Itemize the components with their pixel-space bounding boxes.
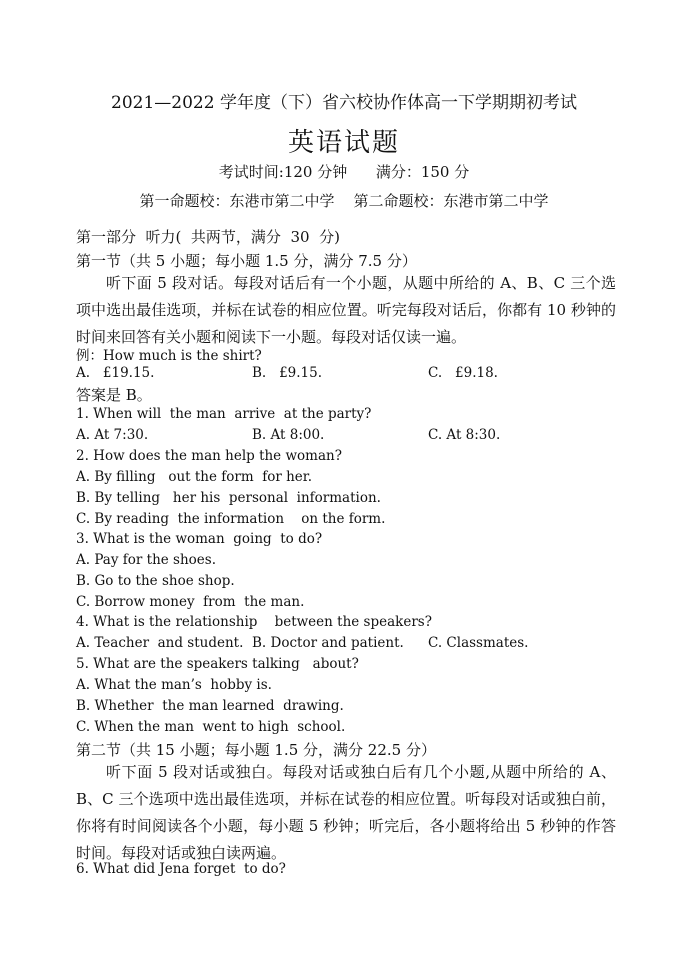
q3-option-c: C. Borrow money from the man. bbox=[76, 594, 305, 610]
question-3: 3. What is the woman going to do? bbox=[76, 531, 323, 547]
example-option-c: C. £9.18. bbox=[428, 365, 498, 381]
part1-title: 第一部分 听力( 共两节，满分 30 分) bbox=[76, 228, 340, 246]
q5-option-c: C. When the man went to high school. bbox=[76, 719, 346, 735]
example-option-b: B. £9.15. bbox=[252, 365, 323, 381]
q1-option-b: B. At 8:00. bbox=[252, 427, 325, 443]
section1-title: 第一节（共 5 小题；每小题 1.5 分，满分 7.5 分） bbox=[76, 252, 417, 270]
q1-option-c: C. At 8:30. bbox=[428, 427, 501, 443]
question-6: 6. What did Jena forget to do? bbox=[76, 861, 286, 877]
q5-option-a: A. What the man’s hobby is. bbox=[76, 677, 272, 693]
q1-option-a: A. At 7:30. bbox=[76, 427, 149, 443]
q2-option-b: B. By telling her his personal information. bbox=[76, 490, 381, 506]
q2-option-a: A. By filling out the form for her. bbox=[76, 469, 313, 485]
example-option-a: A. £19.15. bbox=[76, 365, 155, 381]
section2-title: 第二节（共 15 小题；每小题 1.5 分，满分 22.5 分） bbox=[76, 741, 436, 759]
question-4: 4. What is the relationship between the speakers? bbox=[76, 614, 432, 630]
section2-instructions: 听下面 5 段对话或独白。每段对话或独白后有几个小题,从题中所给的 A、B、C 三个选项中选出最佳选项，并标在试卷的相应位置。听每段对话或独白前，你将有时间阅读各个小题，每小题 5 秒钟；听完后，各小题将给出 5 秒钟的作答时间。每段对话或独白读两遍。 bbox=[76, 763, 616, 862]
question-5: 5. What are the speakers talking about? bbox=[76, 656, 359, 672]
q4-option-c: C. Classmates. bbox=[428, 635, 529, 651]
exam-schools: 第一命题校：东港市第二中学 第二命题校：东港市第二中学 bbox=[139, 192, 549, 210]
exam-header: 2021—2022 学年度（下）省六校协作体高一下学期期初考试 bbox=[111, 93, 577, 113]
example-answer: 答案是 B。 bbox=[76, 386, 152, 404]
q3-option-b: B. Go to the shoe shop. bbox=[76, 573, 235, 589]
exam-title: 英语试题 bbox=[287, 128, 400, 158]
exam-time-score: 考试时间:120 分钟 满分：150 分 bbox=[218, 163, 470, 181]
section1-instructions: 听下面 5 段对话。每段对话后有一个小题，从题中所给的 A、B、C 三个选项中选出最佳选项，并标在试卷的相应位置。听完每段对话后，你都有 10 秒钟的时间来回答有关小题和阅读下一小题。每段对话仅读一遍。 bbox=[76, 274, 616, 346]
q3-option-a: A. Pay for the shoes. bbox=[76, 552, 217, 568]
q4-option-a: A. Teacher and student. bbox=[76, 635, 244, 651]
example-question: 例：How much is the shirt? bbox=[76, 348, 262, 364]
q4-option-b: B. Doctor and patient. bbox=[252, 635, 404, 651]
question-2: 2. How does the man help the woman? bbox=[76, 448, 342, 464]
q5-option-b: B. Whether the man learned drawing. bbox=[76, 698, 344, 714]
q2-option-c: C. By reading the information on the form. bbox=[76, 511, 386, 527]
question-1: 1. When will the man arrive at the party? bbox=[76, 406, 372, 422]
